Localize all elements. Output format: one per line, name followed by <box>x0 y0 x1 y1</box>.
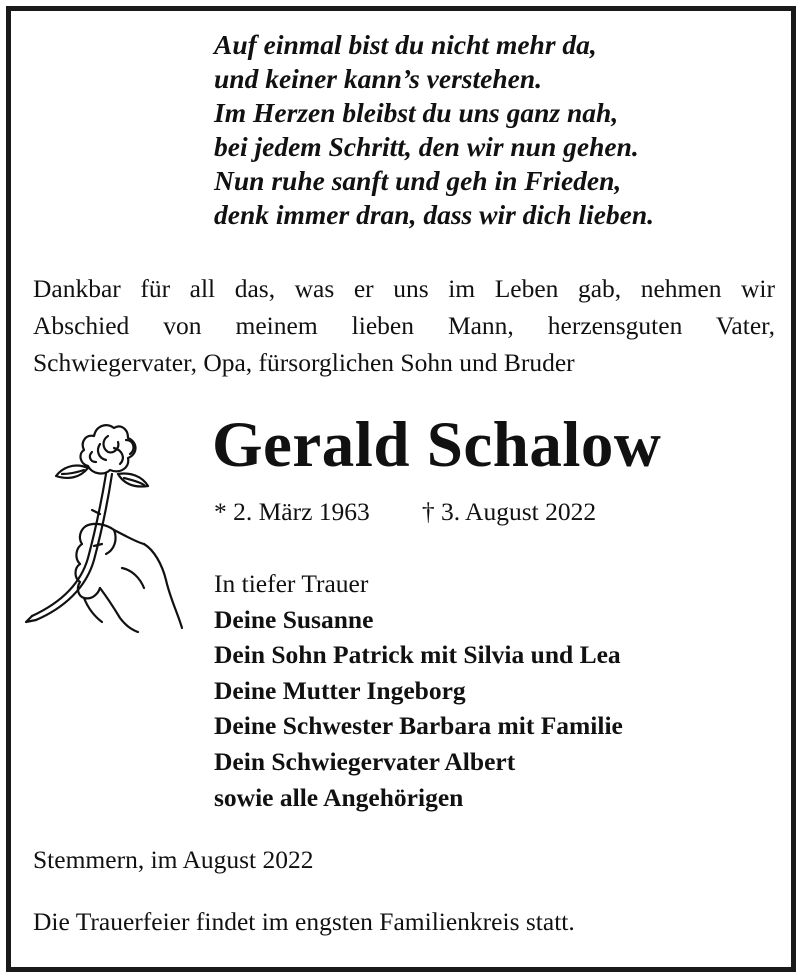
funeral-note: Die Trauerfeier findet im engsten Familienkreis statt. <box>33 907 575 936</box>
mourner-name: Dein Sohn Patrick mit Silvia und Lea <box>214 640 621 670</box>
poem-line: und keiner kann’s verstehen. <box>214 63 542 94</box>
mourners-list <box>214 566 623 815</box>
death-date: † 3. August 2022 <box>421 497 597 526</box>
mourner-name: sowie alle Angehörigen <box>214 782 464 812</box>
mourner-name: Deine Susanne <box>214 604 374 634</box>
mourner-name: Deine Schwester Barbara mit Familie <box>214 711 623 741</box>
intro-line: Dankbar für all das, was er uns im Leben gab, nehmen wir <box>33 274 775 303</box>
mourner-name: Dein Schwiegervater Albert <box>214 746 516 776</box>
deceased-name: Gerald Schalow <box>212 409 662 481</box>
poem-line: denk immer dran, dass wir dich lieben. <box>214 199 655 230</box>
poem-line: bei jedem Schritt, den wir nun gehen. <box>214 131 639 162</box>
mourner-name: Deine Mutter Ingeborg <box>214 675 466 705</box>
intro-text <box>33 270 775 381</box>
poem-line: Im Herzen bleibst du uns ganz nah, <box>214 97 619 128</box>
memorial-poem <box>214 28 774 232</box>
rose-in-hand-icon <box>22 418 187 633</box>
poem-line: Nun ruhe sanft und geh in Frieden, <box>214 165 622 196</box>
birth-date: * 2. März 1963 <box>214 497 370 526</box>
intro-line: Abschied von meinem lieben Mann, herzensguten Vater, <box>33 311 775 340</box>
place-and-date: Stemmern, im August 2022 <box>33 845 314 874</box>
mourning-lead: In tiefer Trauer <box>214 569 369 598</box>
life-dates <box>214 495 596 529</box>
intro-line: Schwiegervater, Opa, fürsorglichen Sohn und Bruder <box>33 348 575 377</box>
poem-line: Auf einmal bist du nicht mehr da, <box>214 29 597 60</box>
